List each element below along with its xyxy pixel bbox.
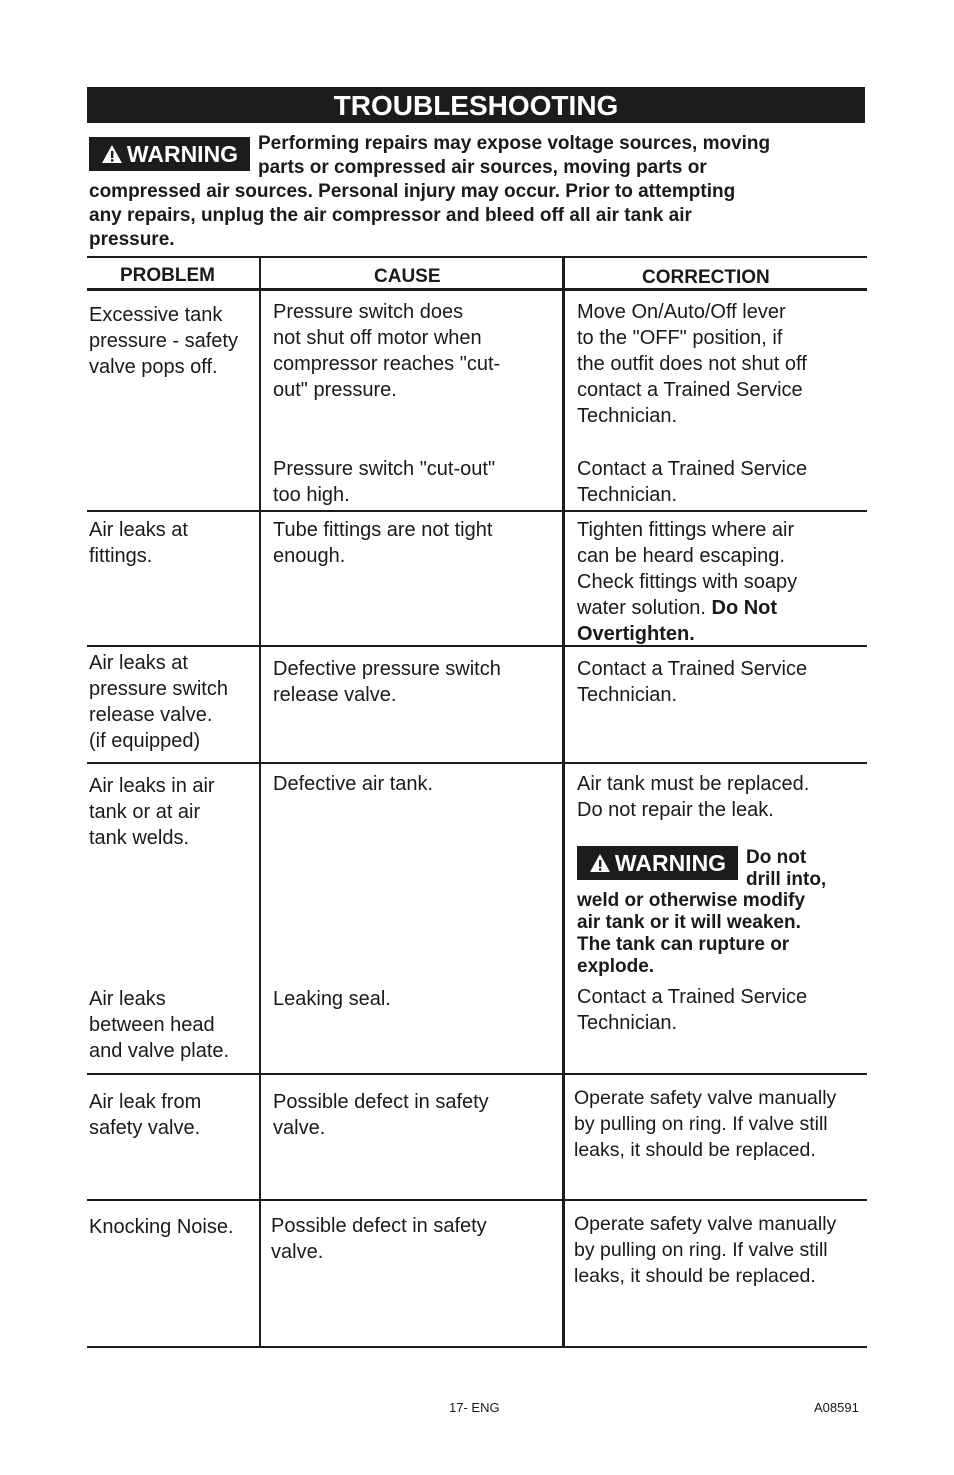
text-line: Knocking Noise. — [89, 1216, 234, 1238]
text-line: Air leaks at — [89, 519, 188, 541]
text-line: between head — [89, 1014, 215, 1036]
warning-line: The tank can rupture or — [577, 934, 790, 955]
text-line: Tighten fittings where air — [577, 519, 795, 541]
warning-line: air tank or it will weaken. — [577, 912, 801, 933]
warning-line: drill into, — [746, 869, 827, 890]
header-cause: CAUSE — [374, 266, 441, 287]
text-line: Air leaks — [89, 988, 166, 1010]
page-title: TROUBLESHOOTING — [87, 87, 865, 123]
header-correction: CORRECTION — [642, 267, 770, 288]
document-code: A08591 — [814, 1400, 859, 1415]
text-line: Air tank must be replaced. — [577, 773, 810, 795]
problem-cell — [89, 773, 215, 851]
correction-cell — [577, 984, 807, 1036]
text-line: valve. — [271, 1241, 324, 1263]
warning-triangle-icon — [589, 853, 611, 873]
warning-line: Do not — [746, 847, 807, 868]
text-line: Move On/Auto/Off lever — [577, 301, 786, 323]
warning-badge — [577, 846, 738, 880]
text-line: release valve. — [89, 704, 213, 726]
text-line: valve pops off. — [89, 356, 218, 378]
row-divider — [87, 1073, 867, 1075]
caution-text: Do Not — [711, 597, 778, 619]
problem-cell — [89, 302, 238, 380]
text-line: leaks, it should be replaced. — [574, 1139, 816, 1161]
correction-cell — [577, 299, 807, 429]
text-line — [577, 595, 797, 621]
text-line: Contact a Trained Service — [577, 986, 808, 1008]
table-top-border — [87, 256, 867, 258]
row-divider — [87, 510, 867, 512]
warning-line: explode. — [577, 956, 655, 977]
text-line: Operate safety valve manually — [574, 1087, 837, 1109]
text-line: Technician. — [577, 405, 678, 427]
text-line: Check fittings with soapy — [577, 571, 798, 593]
correction-cell — [577, 656, 807, 708]
text-line: can be heard escaping. — [577, 545, 785, 567]
row-divider — [87, 1199, 867, 1201]
text-line: contact a Trained Service — [577, 379, 803, 401]
text-line: compressor reaches "cut- — [273, 353, 501, 375]
problem-cell — [89, 1089, 201, 1141]
warning-text — [577, 890, 805, 978]
header-problem: PROBLEM — [120, 265, 215, 286]
column-divider — [562, 256, 565, 1348]
correction-cell — [577, 771, 809, 823]
warning-line: Performing repairs may expose voltage sources, moving — [258, 133, 771, 154]
text-line: Tube fittings are not tight — [273, 519, 493, 541]
text-line: Do not repair the leak. — [577, 799, 774, 821]
text-line: the outfit does not shut off — [577, 353, 807, 375]
text-line: Defective air tank. — [273, 773, 434, 795]
table-bottom-border — [87, 1346, 867, 1348]
text-line: Contact a Trained Service — [577, 658, 808, 680]
text-line: tank or at air — [89, 801, 201, 823]
text-line: Air leaks in air — [89, 775, 215, 797]
warning-line: weld or otherwise modify — [577, 890, 806, 911]
text-line: Excessive tank — [89, 304, 223, 326]
warning-badge — [89, 137, 250, 171]
text-line: pressure - safety — [89, 330, 238, 352]
text-line: Technician. — [577, 684, 678, 706]
text-line: Defective pressure switch — [273, 658, 501, 680]
text-line: Technician. — [577, 1012, 678, 1034]
text-line: and valve plate. — [89, 1040, 230, 1062]
cause-cell — [273, 517, 492, 569]
row-divider — [87, 762, 867, 764]
text-line: Technician. — [577, 484, 678, 506]
warning-line: any repairs, unplug the air compressor and bleed off all air tank air — [89, 205, 692, 226]
warning-badge-label: WARNING — [126, 140, 239, 167]
text-line: valve. — [273, 1117, 326, 1139]
text-line: by pulling on ring. If valve still — [574, 1113, 828, 1135]
cause-cell — [273, 299, 500, 403]
text-line: not shut off motor when — [273, 327, 482, 349]
correction-cell — [574, 1211, 836, 1289]
text-line: Pressure switch does — [273, 301, 464, 323]
text-line: Pressure switch "cut-out" — [273, 458, 496, 480]
problem-cell — [89, 517, 188, 569]
cause-cell — [273, 1089, 489, 1141]
text-line: release valve. — [273, 684, 397, 706]
text-line: Contact a Trained Service — [577, 458, 808, 480]
text-line: too high. — [273, 484, 350, 506]
cause-cell — [273, 986, 391, 1012]
cause-cell — [273, 456, 495, 508]
problem-cell — [89, 986, 229, 1064]
problem-cell — [89, 650, 228, 754]
cause-cell — [273, 771, 433, 797]
text-line: Possible defect in safety — [273, 1091, 489, 1113]
text-line: safety valve. — [89, 1117, 201, 1139]
text-line: leaks, it should be replaced. — [574, 1265, 816, 1287]
correction-cell — [574, 1085, 836, 1163]
text-line: pressure switch — [89, 678, 228, 700]
cause-cell — [273, 656, 501, 708]
correction-cell — [577, 456, 807, 508]
warning-line: pressure. — [89, 229, 175, 250]
text-run: water solution. — [577, 597, 712, 619]
warning-triangle-icon — [101, 144, 123, 164]
warning-text-top — [258, 132, 770, 180]
text-line: Air leak from — [89, 1091, 202, 1113]
correction-cell — [577, 517, 797, 647]
text-line: out" pressure. — [273, 379, 397, 401]
text-line: Possible defect in safety — [271, 1215, 487, 1237]
text-line: enough. — [273, 545, 346, 567]
cause-cell — [271, 1213, 487, 1265]
text-line: Air leaks at — [89, 652, 188, 674]
page-number: 17- ENG — [449, 1400, 500, 1415]
text-line: by pulling on ring. If valve still — [574, 1239, 828, 1261]
warning-badge-label: WARNING — [614, 849, 727, 876]
text-line: Operate safety valve manually — [574, 1213, 837, 1235]
caution-text: Overtighten. — [577, 623, 695, 645]
problem-cell — [89, 1214, 234, 1240]
text-line: tank welds. — [89, 827, 190, 849]
text-line: fittings. — [89, 545, 153, 567]
warning-line: compressed air sources. Personal injury may occur. Prior to attempting — [89, 181, 736, 202]
text-line: Leaking seal. — [273, 988, 391, 1010]
column-divider — [259, 256, 261, 1348]
warning-line: parts or compressed air sources, moving parts or — [258, 157, 707, 178]
text-line: to the "OFF" position, if — [577, 327, 783, 349]
warning-text-bottom — [89, 180, 735, 252]
warning-text — [746, 847, 826, 891]
text-line: (if equipped) — [89, 730, 201, 752]
